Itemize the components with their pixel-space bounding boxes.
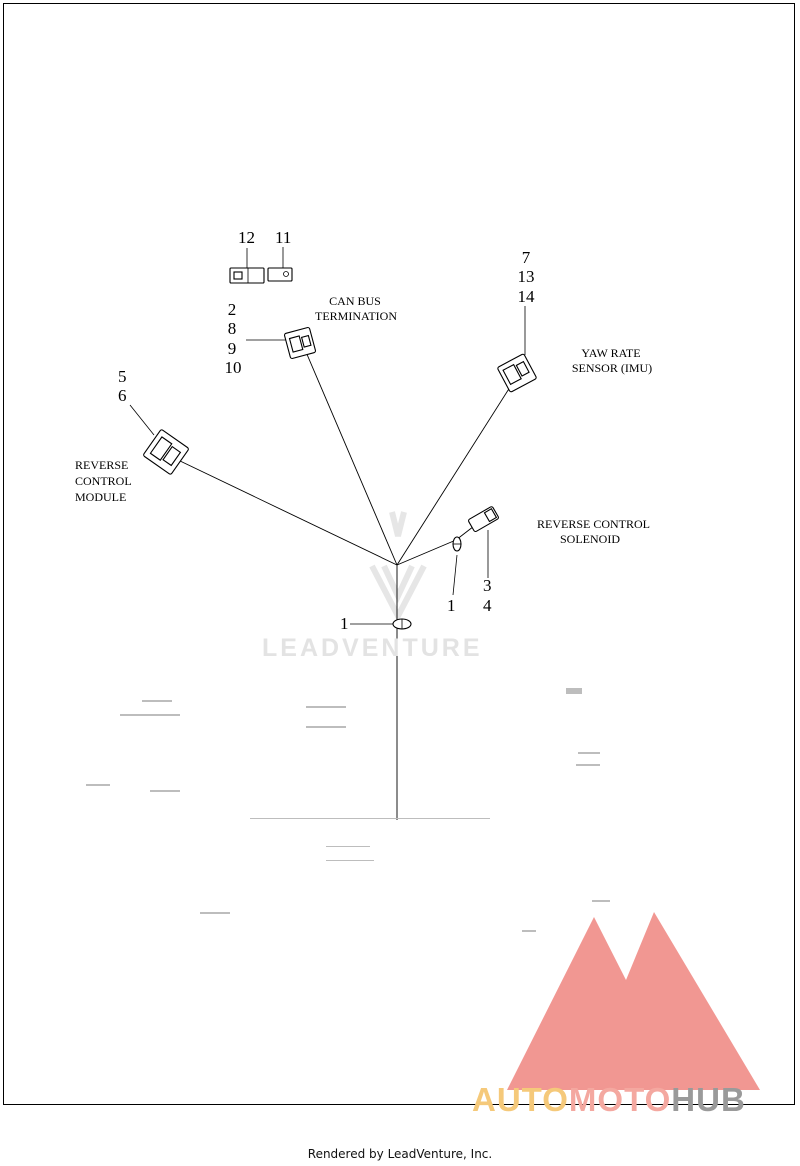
connector-11 <box>268 268 292 281</box>
callout-6: 6 <box>118 386 127 405</box>
label-rcm-line3: MODULE <box>75 490 127 504</box>
label-can-bus-line2: TERMINATION <box>315 309 397 323</box>
callout-10: 10 <box>224 358 242 377</box>
watermark-hub: HUB <box>671 1081 746 1118</box>
footer-credit: Rendered by LeadVenture, Inc. <box>307 1147 493 1161</box>
callout-11: 11 <box>275 228 292 247</box>
label-rcm-line2: CONTROL <box>75 474 132 488</box>
callout-1-trunk: 1 <box>340 614 349 633</box>
wire-clip-solenoid <box>453 537 461 551</box>
label-can-bus-line1: CAN BUS <box>329 294 381 308</box>
callout-5: 5 <box>118 367 127 386</box>
scan-artifacts <box>86 688 610 932</box>
label-rcm-line1: REVERSE <box>75 458 129 472</box>
callout-7: 7 <box>521 248 531 267</box>
watermark-auto: AUTO <box>472 1081 569 1118</box>
label-rcs-line1: REVERSE CONTROL <box>537 517 651 531</box>
label-yaw-rate-line1: YAW RATE <box>581 346 641 360</box>
leadventure-watermark: LEADVENTURE <box>262 634 483 662</box>
callout-3: 3 <box>483 576 492 595</box>
callout-8: 8 <box>227 319 237 338</box>
callout-13: 13 <box>517 267 535 286</box>
yaw-rate-sensor-connector <box>497 354 537 393</box>
callout-1-solenoid: 1 <box>447 596 456 615</box>
can-bus-termination-connector <box>284 327 316 359</box>
callout-4: 4 <box>483 596 492 615</box>
callout-14: 14 <box>517 287 535 306</box>
wire-clip-trunk <box>393 619 411 629</box>
reverse-control-solenoid-connector <box>468 506 499 532</box>
callout-9: 9 <box>227 339 237 358</box>
label-yaw-rate-line2: SENSOR (IMU) <box>571 361 653 375</box>
watermark-moto: MOTO <box>568 1081 672 1118</box>
callout-2: 2 <box>227 300 237 319</box>
connector-12 <box>230 268 264 283</box>
reverse-control-module-connector <box>143 429 189 475</box>
automotohub-logo-triangle <box>507 912 760 1090</box>
callout-12: 12 <box>238 228 255 247</box>
label-rcs-line2: SOLENOID <box>560 532 620 546</box>
automotohub-watermark <box>472 1082 746 1118</box>
wire-harness <box>178 352 512 820</box>
